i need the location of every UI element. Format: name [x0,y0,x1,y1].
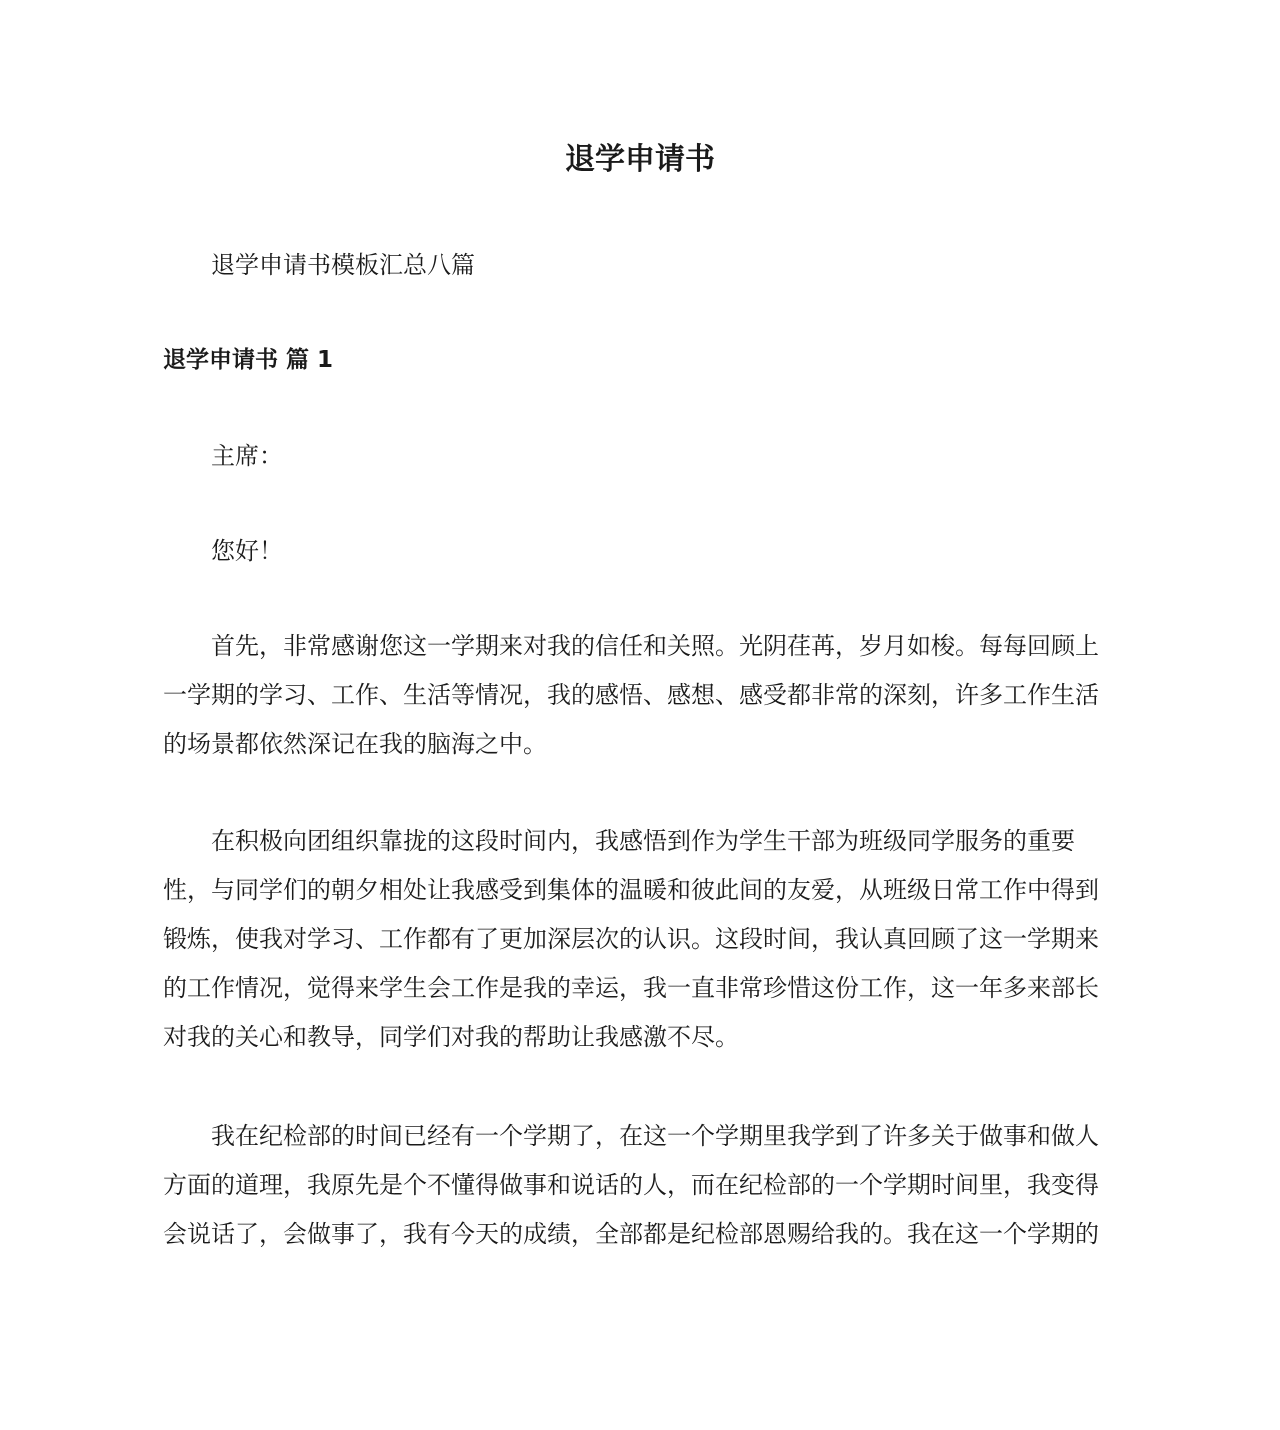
paragraph-line: 锻炼，使我对学习、工作都有了更加深层次的认识。这段时间，我认真回顾了这一学期来 [163,925,1099,953]
document-title: 退学申请书 [565,142,715,177]
subtitle [163,241,1123,290]
paragraph-line: 的工作情况，觉得来学生会工作是我的幸运，我一直非常珍惜这份工作，这一年多来部长 [163,974,1099,1002]
subtitle-text: 退学申请书模板汇总八篇 [211,251,475,279]
paragraph-line: 我在纪检部的时间已经有一个学期了，在这一个学期里我学到了许多关于做事和做人 [211,1122,1099,1150]
paragraph-line: 方面的道理，我原先是个不懂得做事和说话的人，而在纪检部的一个学期时间里，我变得 [163,1171,1099,1199]
paragraph-line: 一学期的学习、工作、生活等情况，我的感悟、感想、感受都非常的深刻，许多工作生活 [163,681,1099,709]
paragraph-2 [163,817,1123,1062]
section-heading-text: 退学申请书 篇 1 [163,347,334,373]
paragraph-3 [163,1112,1123,1259]
paragraph-line: 对我的关心和教导，同学们对我的帮助让我感激不尽。 [163,1023,739,1051]
paragraph-line: 性，与同学们的朝夕相处让我感受到集体的温暖和彼此间的友爱，从班级日常工作中得到 [163,876,1099,904]
paragraph-1 [163,622,1123,769]
paragraph-line: 首先，非常感谢您这一学期来对我的信任和关照。光阴荏苒，岁月如梭。每每回顾上 [211,632,1099,660]
salutation-text: 主席： [211,442,283,470]
salutation [163,432,1123,481]
section-heading [163,336,1123,385]
greeting [163,527,1123,576]
paragraph-line: 的场景都依然深记在我的脑海之中。 [163,730,547,758]
paragraph-line: 在积极向团组织靠拢的这段时间内，我感悟到作为学生干部为班级同学服务的重要 [211,827,1075,855]
greeting-text: 您好！ [211,537,283,565]
paragraph-line: 会说话了，会做事了，我有今天的成绩，全部都是纪检部恩赐给我的。我在这一个学期的 [163,1220,1099,1248]
